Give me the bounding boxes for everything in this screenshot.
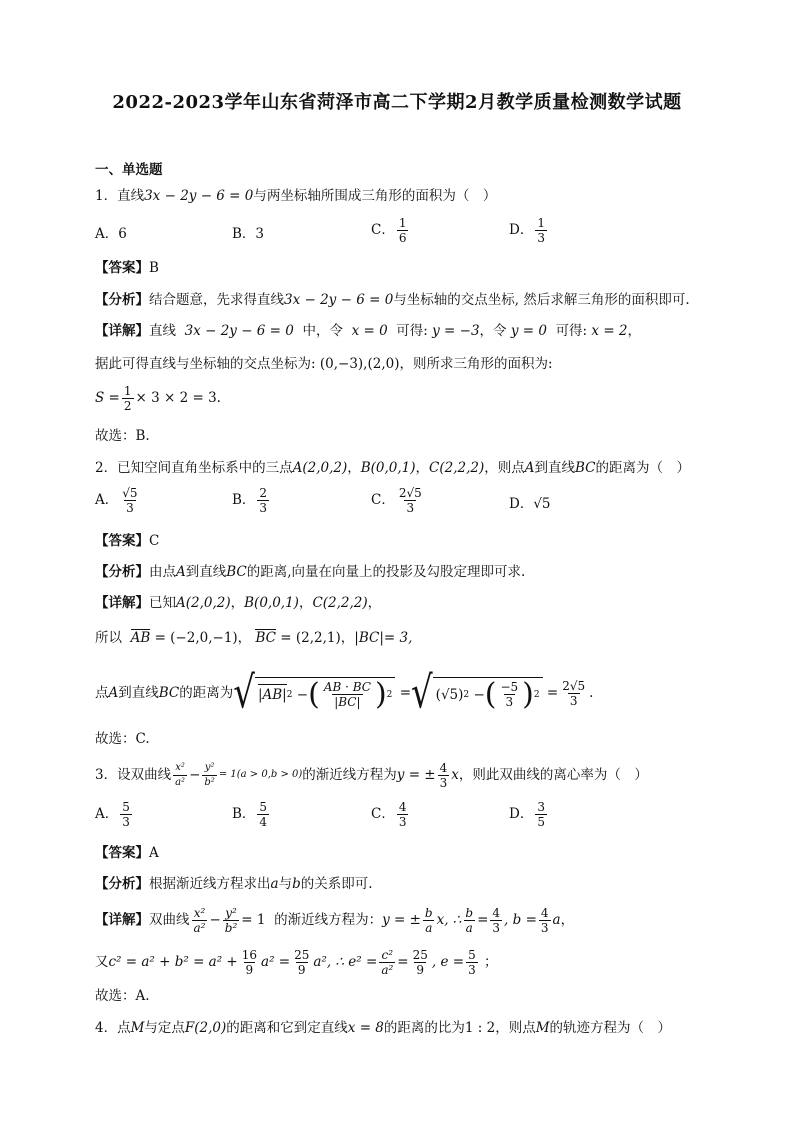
q2-choose: 故选：C. xyxy=(95,731,150,747)
q1-option-a: A．6 xyxy=(95,226,127,242)
q2-stem: 2．已知空间直角坐标系中的三点A(2,0,2)，B(0,0,1)，C(2,2,2)，则点A到直线BC的距离为（ ） xyxy=(95,460,691,476)
q2-option-c: C． $\frac{2√5}{3}$ xyxy=(371,486,422,515)
q3-eccentricity: 又 c² = a² + b² = a² + $\frac{16}{9}$ a² = $\frac{25}{9}$ a², ∴ e² = $\frac{\text{c²}}{\text{a²}}$ = $\frac{25}{9}$ , e = $\frac{5}{3}$ ； xyxy=(95,947,498,977)
q3-choose: 故选：A. xyxy=(95,988,150,1004)
q2-analysis: 【分析】由点A到直线BC的距离,向量在向量上的投影及勾股定理即可求. xyxy=(95,564,526,580)
q3-option-b: B． $\frac{5}{4}$ xyxy=(232,800,268,829)
q2-detail: 【详解】已知A(2,0,2)，B(0,0,1)，C(2,2,2)， xyxy=(95,595,382,611)
q2-option-b: B． $\frac{2}{3}$ xyxy=(232,486,268,515)
q1-intercepts: 据此可得直线与坐标轴的交点坐标为: (0,−3),(2,0)，则所求三角形的面积为: xyxy=(95,356,553,372)
q4-stem: 4．点M与定点F(2,0)的距离和它到定直线x = 8的距离的比为1 : 2，则点M的轨迹方程为（ ） xyxy=(95,1020,672,1036)
page-title: 2022-2023学年山东省菏泽市高二下学期2月教学质量检测数学试题 xyxy=(112,92,682,113)
q3-analysis: 【分析】根据渐近线方程求出a与b的关系即可. xyxy=(95,876,373,892)
q1-detail: 【详解】直线 3x − 2y − 6 = 0 中，令 x = 0 可得: y = −3，令 y = 0 可得: x = 2， xyxy=(95,323,642,339)
q3-option-c: C． $\frac{4}{3}$ xyxy=(371,800,407,829)
section-heading: 一、单选题 xyxy=(95,162,163,178)
q1-option-b: B．3 xyxy=(232,226,265,242)
q3-option-a: A． $\frac{5}{3}$ xyxy=(95,800,130,829)
q2-vectors: 所以 AB = (−2,0,−1)， BC = (2,2,1)，|BC|= 3, xyxy=(95,630,413,646)
q2-answer: 【答案】C xyxy=(95,533,160,549)
q1-stem: 1．直线3x − 2y − 6 = 0与两坐标轴所围成三角形的面积为（ ） xyxy=(95,188,497,204)
q3-answer: 【答案】A xyxy=(95,845,159,861)
q2-option-d: D．√5 xyxy=(509,496,551,512)
q1-analysis: 【分析】结合题意，先求得直线3x − 2y − 6 = 0与坐标轴的交点坐标, 然后求解三角形的面积即可. xyxy=(95,292,690,308)
q1-option-d: D． $\frac{1}{3}$ xyxy=(509,216,545,245)
q1-option-c: C． $\frac{1}{6}$ xyxy=(371,216,407,245)
q3-stem: 3． 设双曲线 $\frac{\text{x²}}{\text{a²}}$ − $\frac{\text{y²}}{\text{b²}}$ = 1(a > 0,b > 0) 的渐近线方程为 y = ± $\frac{4}{3}$ x ，则此双曲线的离心率为（ ） xyxy=(95,760,648,790)
q2-option-a: A． $\frac{√5}{3}$ xyxy=(95,486,138,515)
q3-option-d: D． $\frac{3}{5}$ xyxy=(509,800,545,829)
q3-detail: 【详解】 双曲线 $\frac{\text{x²}}{\text{a²}}$ − $\frac{\text{y²}}{\text{b²}}$ = 1 的渐近线方程为： y = ± $\frac{b}{a}$ x, ∴ $\frac{b}{a}$ = $\frac{4}{3}$ , b = $\frac{4}{3}$ a ， xyxy=(95,905,575,935)
q2-distance-formula: 点 A 到直线 BC 的距离为 √ |AB| 2 − ( $\frac{AB \cdot BC}{|BC|}$ ) 2 = √ (√5) 2 − ( $\frac{-5}{3}$ ) 2 = $\frac{2√5}{3}$ . xyxy=(95,667,594,719)
q1-answer: 【答案】B xyxy=(95,260,159,276)
q1-area-formula: S = $\frac{1}{2}$ × 3 × 2 = 3. xyxy=(95,384,221,413)
q1-choose: 故选：B. xyxy=(95,428,150,444)
